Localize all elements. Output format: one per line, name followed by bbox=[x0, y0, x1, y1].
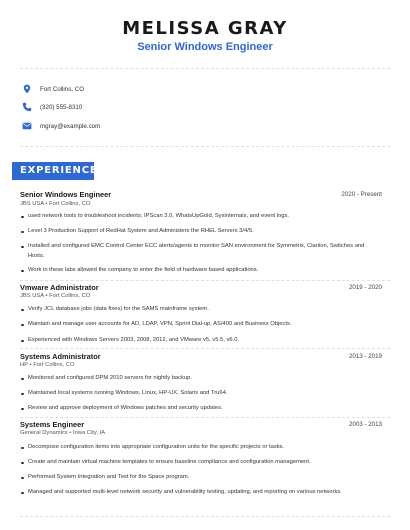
phone-icon bbox=[22, 102, 32, 112]
list-item: Verify JCL database jobs (data fixes) for the SAMS mainframe system. bbox=[20, 305, 370, 315]
contact-location bbox=[22, 83, 84, 95]
job-company: JBS USA • Fort Collins, CO bbox=[20, 293, 91, 299]
job-divider bbox=[20, 417, 390, 418]
list-item: Level 3 Production Support of RedHat System and Administers the RHEL Servers 3/4/5. bbox=[20, 227, 370, 237]
map-pin-icon bbox=[22, 84, 32, 94]
list-item: Managed and supported multi-level network security and vulnerability testing, updating, and reporting on various networks. bbox=[20, 488, 370, 498]
job-dates: 2013 - 2019 bbox=[348, 353, 382, 360]
list-item: Work in these labs allowed the company to enter the field of hardware based applications. bbox=[20, 266, 370, 276]
list-item: Maintain and manage user accounts for AD, LDAP, VPN, Sprint Dial-up, AS/400 and Business Objects. bbox=[20, 320, 370, 330]
company-name: JBS USA bbox=[20, 293, 44, 299]
candidate-name: MELISSA GRAY bbox=[122, 18, 288, 39]
list-item: Monitored and configured DPM 2010 servers for nightly backup. bbox=[20, 374, 370, 384]
candidate-role: Senior Windows Engineer bbox=[137, 41, 273, 53]
job-divider bbox=[20, 280, 390, 281]
contact-phone bbox=[22, 101, 82, 113]
company-location: Fort Collins, CO bbox=[33, 362, 75, 368]
email-link[interactable]: mgray@example.com bbox=[40, 122, 101, 130]
experience-heading: EXPERIENCE bbox=[12, 162, 94, 180]
header-divider bbox=[20, 68, 390, 69]
footer-divider bbox=[20, 516, 390, 517]
job-company: General Dynamics • Iowa City, IA bbox=[20, 430, 106, 436]
company-name: HP bbox=[20, 362, 28, 368]
company-location: Fort Collins, CO bbox=[49, 293, 91, 299]
list-item: Performed System Integration and Test for the Space program. bbox=[20, 473, 370, 483]
job-dates: 2020 - Present bbox=[341, 191, 382, 198]
contact-divider bbox=[20, 146, 390, 147]
contact-email[interactable] bbox=[22, 120, 100, 132]
company-name: JBS USA bbox=[20, 201, 44, 207]
company-name: General Dynamics bbox=[20, 430, 68, 436]
job-dates: 2003 - 2013 bbox=[348, 421, 382, 428]
phone-text: (320) 555-8310 bbox=[40, 103, 83, 111]
list-item: Decompose configuration items into appropriate configuration units for the specific projects or tasks. bbox=[20, 443, 370, 453]
job-company: JBS USA • Fort Collins, CO bbox=[20, 201, 91, 207]
company-location: Iowa City, IA bbox=[72, 430, 106, 436]
job-title: Systems Engineer bbox=[20, 420, 85, 429]
envelope-icon bbox=[22, 121, 32, 131]
list-item: used network tools to troubleshoot incidents; IPScan 3.0, WhatsUpGold, Sysinternals, and event logs. bbox=[20, 212, 370, 222]
job-title: Vmware Administrator bbox=[20, 283, 99, 292]
list-item: Installed and configured EMC Control Center ECC alerts/agents to monitor SAN environment for Symmetrix, Clariion, Switches and Hosts. bbox=[20, 242, 370, 261]
list-item: Maintained local systems running Windows, Linux, HP-UX, Solaris and Tru64. bbox=[20, 389, 370, 399]
list-item: Experienced with Windows Servers 2003, 2008, 2012, and VMware v5, v5.5, v6.0. bbox=[20, 336, 370, 346]
job-dates: 2019 - 2020 bbox=[348, 284, 382, 291]
job-title: Senior Windows Engineer bbox=[20, 190, 112, 199]
list-item: Review and approve deployment of Windows patches and security updates. bbox=[20, 404, 370, 414]
job-divider bbox=[20, 348, 390, 349]
job-title: Systems Administrator bbox=[20, 352, 101, 361]
company-location: Fort Collins, CO bbox=[49, 201, 91, 207]
job-company: HP • Fort Collins, CO bbox=[20, 362, 75, 368]
location-text: Fort Collins, CO bbox=[40, 85, 85, 93]
list-item: Create and maintain virtual machine templates to ensure baseline compliance and configuration management. bbox=[20, 458, 370, 468]
